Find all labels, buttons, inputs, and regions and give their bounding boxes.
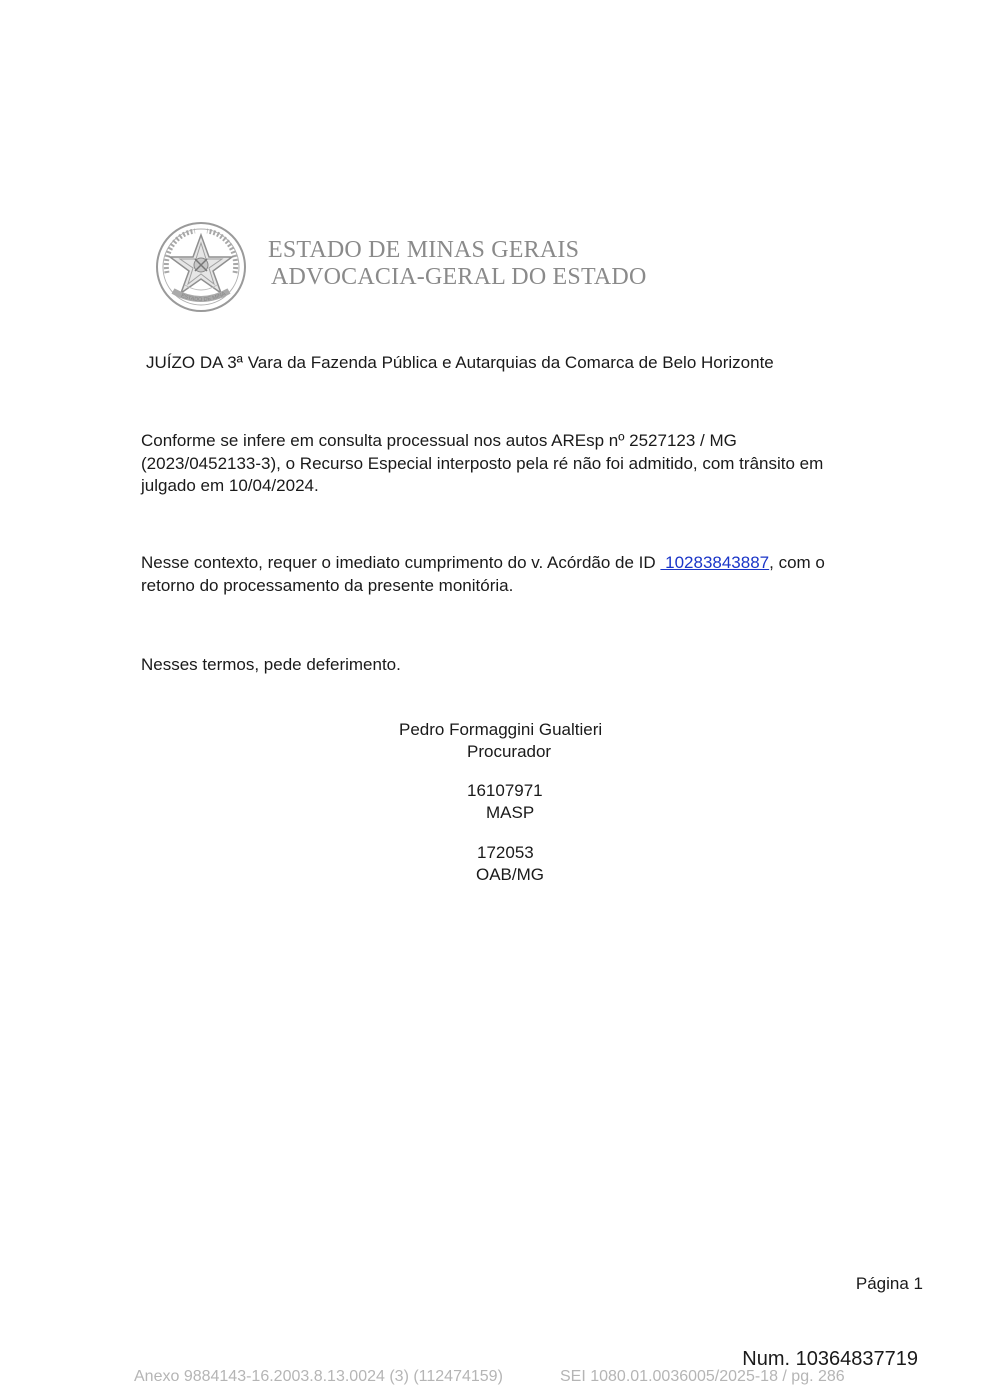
oab-label: OAB/MG [476,865,545,884]
header-agency-name: ADVOCACIA-GERAL DO ESTADO [271,264,647,290]
acordao-id-link[interactable]: 10283843887 [660,553,770,572]
paragraph-line: (2023/0452133-3), o Recurso Especial interposto pela ré não foi admitido, com trânsito em [141,453,824,473]
request-text-tail: , com o [769,553,825,572]
minas-gerais-seal-icon [155,221,247,313]
oab-number: 172053 [477,843,534,862]
request-text: Nesse contexto, requer o imediato cumprimento do v. Acórdão de ID [141,553,661,572]
annex-reference: Anexo 9884143-16.2003.8.13.0024 (3) (112474159) [134,1368,503,1385]
state-seal [155,221,247,313]
svg-text:ESTADO DE MINAS GERAIS: ESTADO DE MINA [180,291,227,304]
paragraph-line: Conforme se infere em consulta processual nos autos AREsp nº 2527123 / MG [141,431,737,450]
paragraph-line: retorno do processamento da presente monitória. [141,575,514,595]
signatory-name: Pedro Formaggini Gualtieri [399,720,603,739]
paragraph-line [141,552,871,575]
sei-reference: SEI 1080.01.0036005/2025-18 / pg. 286 [560,1368,845,1385]
court-heading: JUÍZO DA 3ª Vara da Fazenda Pública e Autarquias da Comarca de Belo Horizonte [146,353,774,372]
document-number: Num. 10364837719 [742,1348,918,1370]
paragraph-request [141,552,871,597]
signatory-role: Procurador [467,742,552,761]
header-state-name: ESTADO DE MINAS GERAIS [268,237,580,263]
masp-number: 16107971 [467,781,543,800]
masp-label: MASP [486,803,535,822]
paragraph-transit [141,430,871,498]
closing-text: Nesses termos, pede deferimento. [141,655,401,674]
page-number: Página 1 [855,1274,923,1293]
paragraph-line: julgado em 10/04/2024. [141,476,319,495]
